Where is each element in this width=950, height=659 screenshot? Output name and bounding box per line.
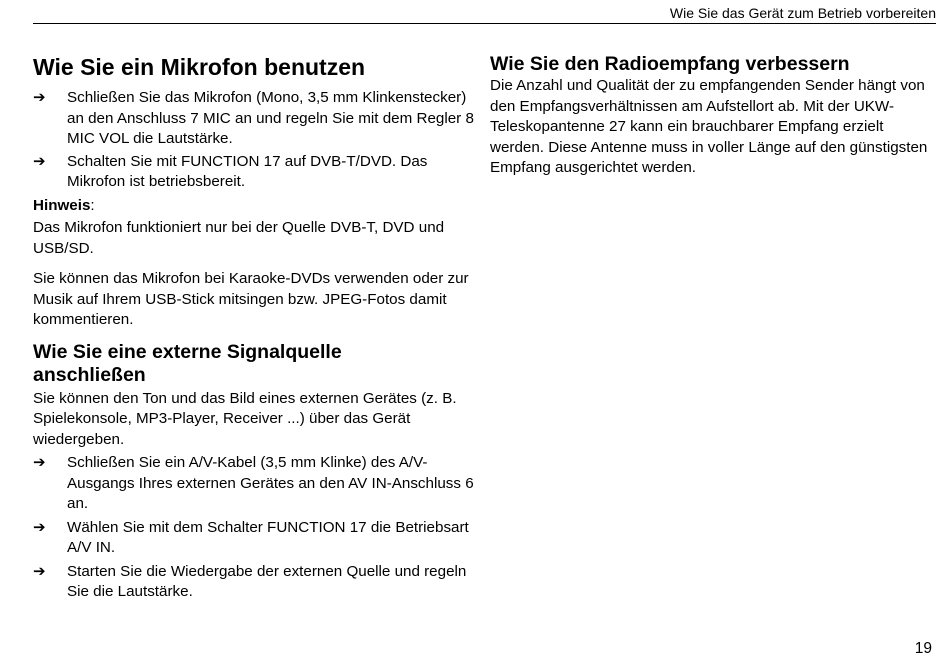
arrow-right-icon: ➔ bbox=[33, 89, 46, 106]
note-text: Das Mikrofon funktioniert nur bei der Quelle DVB-T, DVD und USB/SD. bbox=[33, 219, 445, 257]
note-label-line bbox=[33, 196, 483, 217]
mic-heading: Wie Sie ein Mikrofon benutzen bbox=[33, 54, 366, 80]
left-column bbox=[33, 52, 483, 603]
external-bullet-3 bbox=[33, 562, 483, 603]
header-title: Wie Sie das Gerät zum Betrieb vorbereiten bbox=[669, 5, 936, 21]
arrow-right-icon: ➔ bbox=[33, 454, 46, 471]
external-bullet-1-text: Schließen Sie ein A/V-Kabel (3,5 mm Klinke) des A/V-Ausgangs Ihres externen Gerätes an den AV IN-Anschluss 6 an. bbox=[67, 454, 474, 512]
note-colon: : bbox=[90, 196, 95, 214]
mic-paragraph: Sie können das Mikrofon bei Karaoke-DVDs verwenden oder zur Musik auf Ihrem USB-Stick mitsingen bzw. JPEG-Fotos damit kommentieren. bbox=[33, 270, 469, 328]
note-label: Hinweis bbox=[33, 196, 91, 214]
external-bullet-2 bbox=[33, 518, 483, 559]
external-heading bbox=[33, 341, 483, 387]
mic-bullet-2 bbox=[33, 152, 483, 193]
right-column bbox=[490, 52, 935, 179]
external-bullet-2-text: Wählen Sie mit dem Schalter FUNCTION 17 die Betriebsart A/V IN. bbox=[67, 518, 469, 556]
arrow-right-icon: ➔ bbox=[33, 518, 46, 536]
radio-heading: Wie Sie den Radioempfang verbessern bbox=[490, 53, 850, 75]
mic-bullet-2-text: Schalten Sie mit FUNCTION 17 auf DVB-T/DVD. Das Mikrofon ist betriebsbereit. bbox=[67, 152, 428, 190]
page-number: 19 bbox=[914, 640, 932, 657]
header-divider bbox=[33, 23, 936, 24]
mic-bullet-1 bbox=[33, 88, 483, 150]
arrow-right-icon: ➔ bbox=[33, 152, 46, 170]
arrow-right-icon: ➔ bbox=[33, 562, 46, 580]
external-heading-line1: Wie Sie eine externe Signalquelle bbox=[33, 340, 342, 363]
external-intro: Sie können den Ton und das Bild eines externen Gerätes (z. B. Spielekonsole, MP3-Player, Receiver ...) über das Gerät wiedergeben. bbox=[33, 389, 457, 448]
mic-bullet-1-text: Schließen Sie das Mikrofon (Mono, 3,5 mm Klinkenstecker) an den Anschluss 7 MIC an und regeln Sie mit dem Regler 8 MIC VOL die Lautstärke. bbox=[67, 89, 474, 147]
external-heading-line2: anschließen bbox=[33, 363, 146, 386]
radio-paragraph: Die Anzahl und Qualität der zu empfangenden Sender hängt von den Empfangsverhältnissen am Aufstellort ab. Mit der UKW-Teleskopantenne 27 kann ein brauchbarer Empfang erzielt werden. Diese Antenne muss in voller Länge auf den günstigsten Empfang ausgerichtet werden. bbox=[490, 77, 928, 176]
external-bullet-1 bbox=[33, 453, 483, 515]
external-bullet-3-text: Starten Sie die Wiedergabe der externen Quelle und regeln Sie die Lautstärke. bbox=[67, 562, 467, 600]
